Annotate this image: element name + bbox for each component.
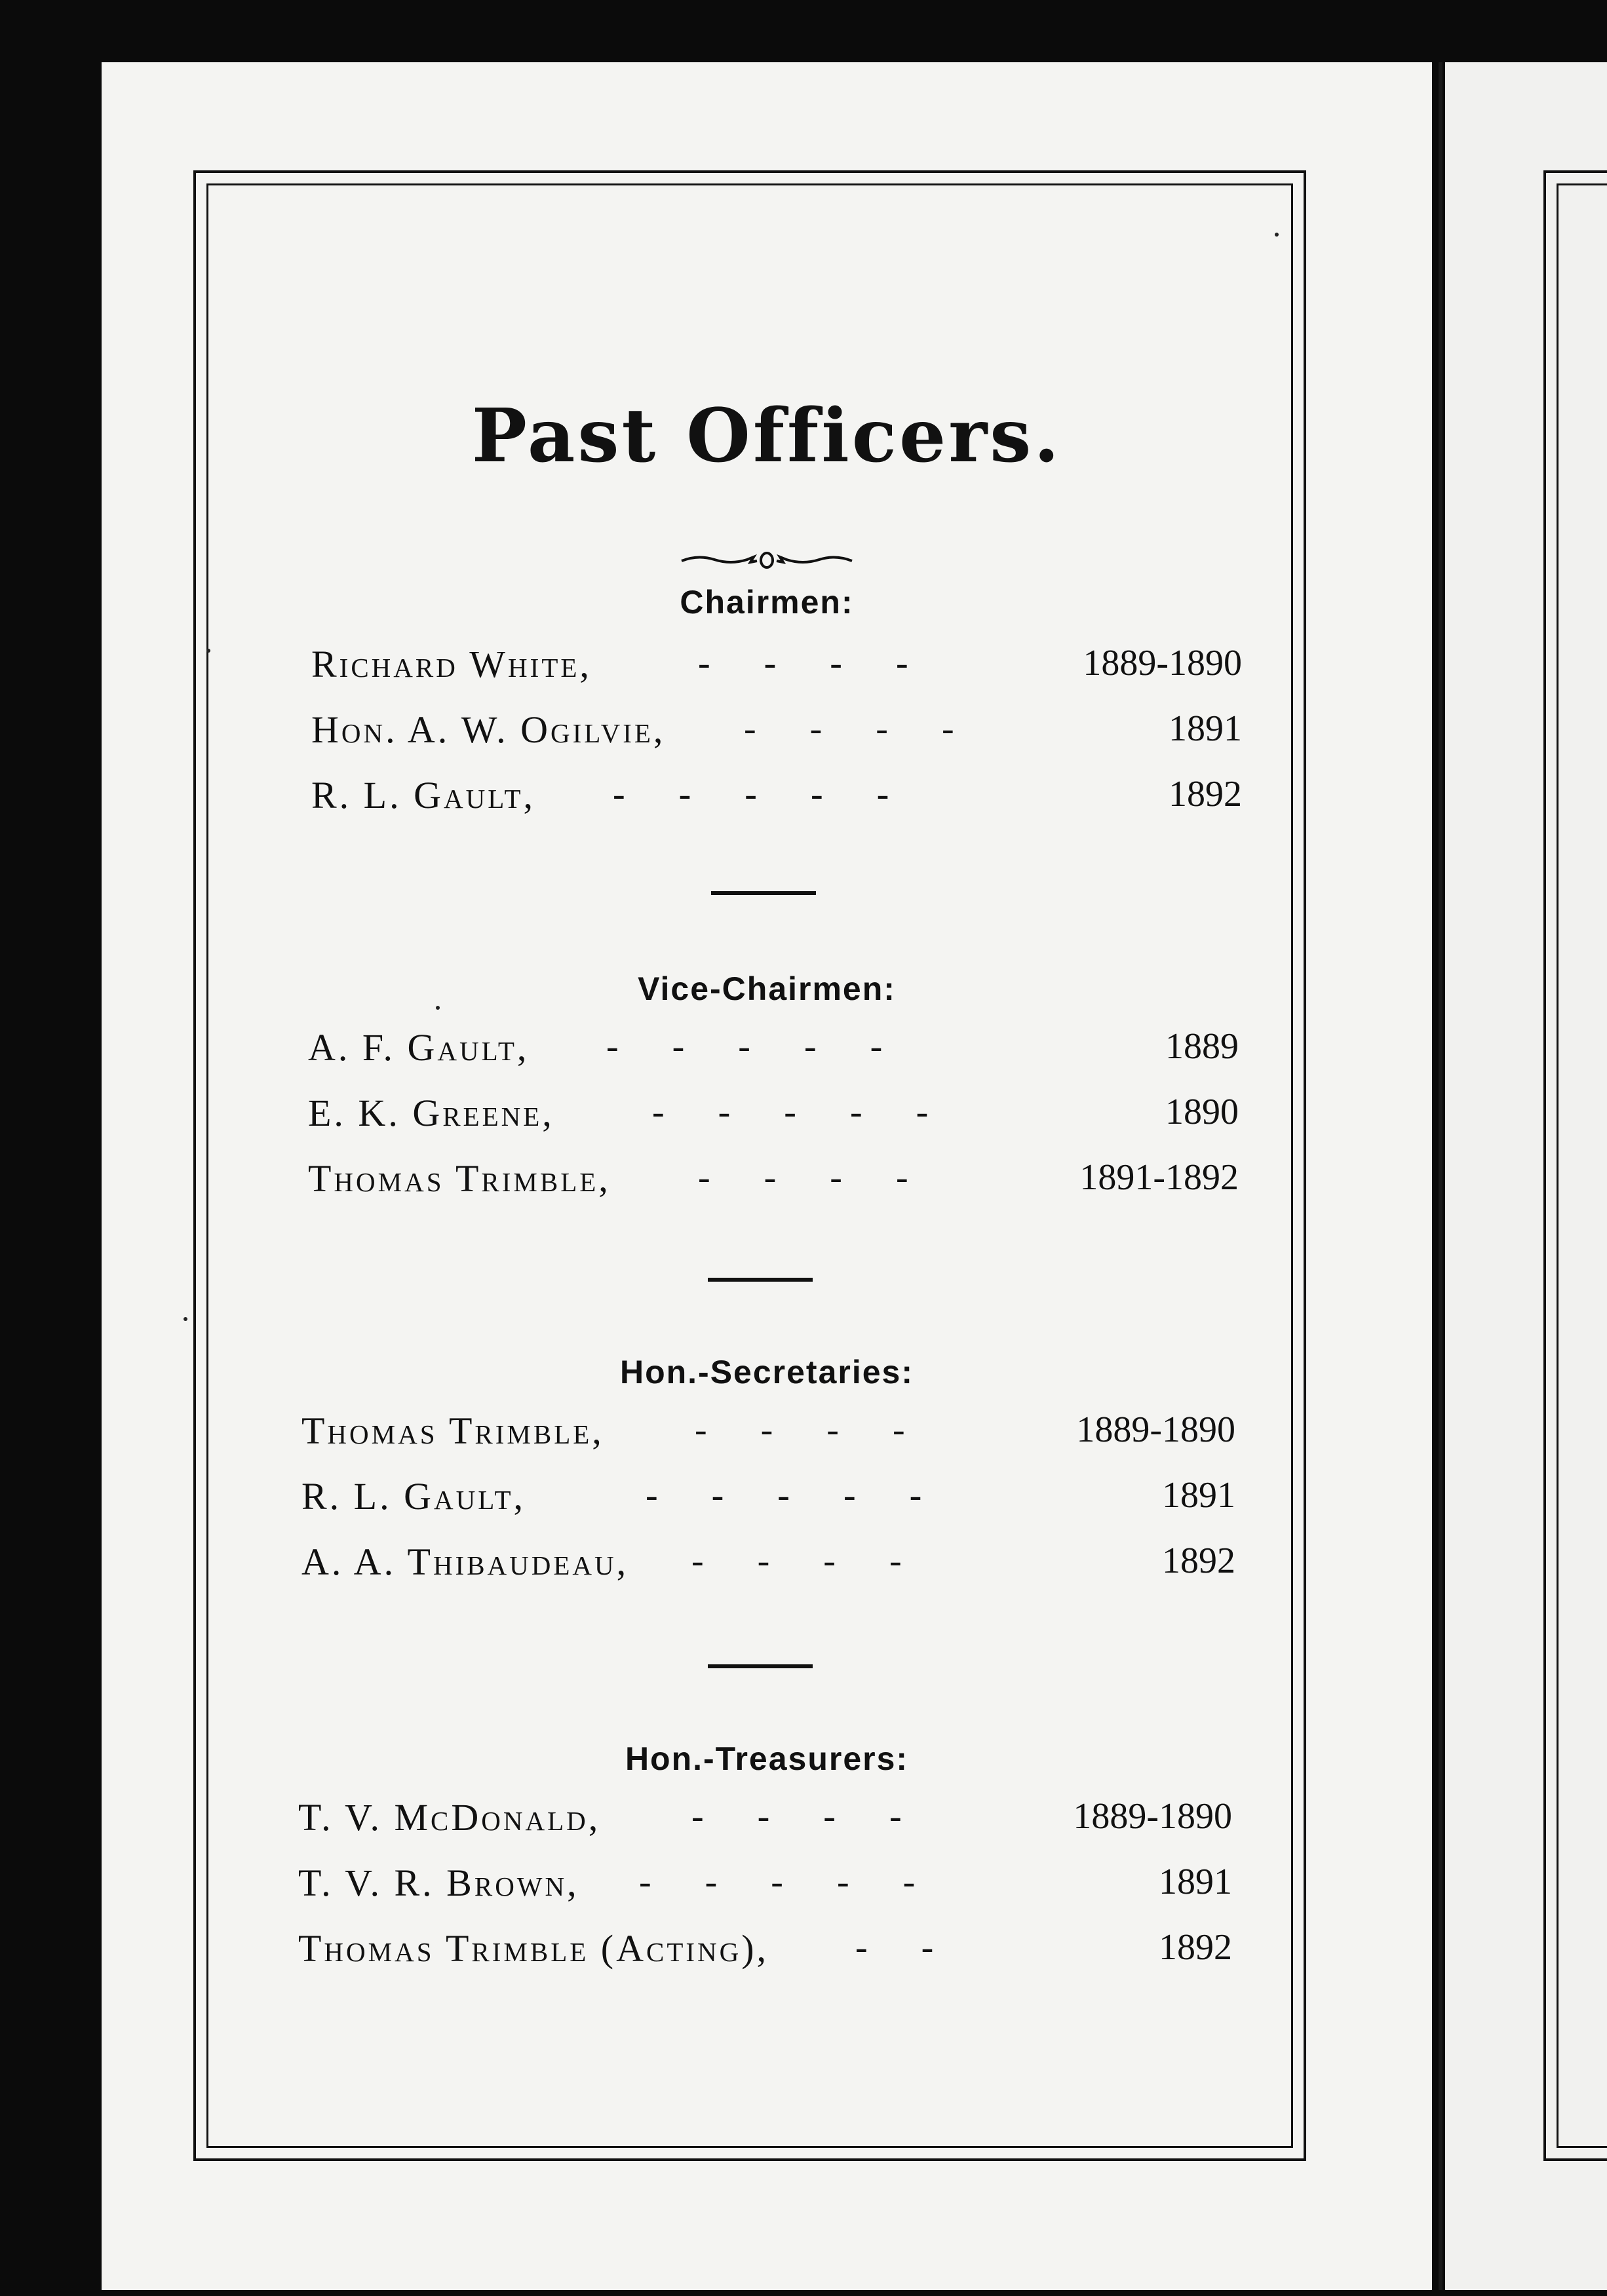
- entry-row: [102, 1409, 1432, 1461]
- entry-row: [102, 1091, 1432, 1143]
- entry-row: [102, 1474, 1432, 1527]
- scan-speck: [1275, 233, 1279, 237]
- officer-years: 1889-1890: [1073, 1796, 1232, 1837]
- officer-years: 1889-1890: [1083, 643, 1242, 683]
- leader-dashes: - -: [855, 1927, 935, 1968]
- entry-row: [102, 642, 1432, 695]
- entry-row: [102, 1540, 1432, 1592]
- officer-name: T. V. R. Brown,: [298, 1862, 579, 1904]
- section-heading-vice-chairmen: Vice-Chairmen:: [638, 970, 896, 1007]
- scan-speck: [436, 1006, 440, 1010]
- officer-years: 1891-1892: [1079, 1157, 1239, 1198]
- officer-name: E. K. Greene,: [308, 1092, 554, 1134]
- officer-name: Thomas Trimble (Acting),: [298, 1927, 769, 1970]
- officer-name: A. F. Gault,: [308, 1026, 530, 1069]
- leader-dashes: - - - -: [695, 1409, 906, 1450]
- section-heading-hon-treasurers: Hon.-Treasurers:: [625, 1740, 909, 1777]
- officer-years: 1892: [1169, 774, 1242, 814]
- leader-dashes: - - - - -: [646, 1475, 923, 1516]
- scan-speck: [206, 649, 210, 653]
- entry-row: [102, 1157, 1432, 1209]
- leader-dashes: - - - -: [691, 1540, 903, 1581]
- section-heading-hon-secretaries: Hon.-Secretaries:: [619, 1354, 914, 1390]
- scan-speck: [184, 1317, 187, 1321]
- page-title: Past Officers.: [471, 393, 1062, 479]
- section-divider: [708, 1664, 813, 1668]
- officer-years: 1891: [1159, 1862, 1232, 1902]
- leader-dashes: - - - - -: [652, 1092, 930, 1132]
- officer-years: 1892: [1162, 1540, 1235, 1581]
- ornament-divider: [678, 544, 855, 577]
- section-heading-chairmen: Chairmen:: [680, 584, 854, 621]
- section-divider: [708, 1278, 813, 1282]
- section-divider: [711, 891, 816, 895]
- officer-years: 1891: [1162, 1475, 1235, 1516]
- leader-dashes: - - - - -: [613, 774, 891, 814]
- leader-dashes: - - - - -: [639, 1862, 917, 1902]
- leader-dashes: - - - -: [698, 1157, 910, 1198]
- officer-years: 1892: [1159, 1927, 1232, 1968]
- entry-row: [102, 708, 1432, 760]
- leader-dashes: - - - - -: [606, 1026, 884, 1067]
- right-page-edge: [1445, 62, 1607, 2290]
- officer-name: R. L. Gault,: [311, 774, 536, 816]
- officer-name: A. A. Thibaudeau,: [301, 1540, 629, 1583]
- officer-years: 1890: [1165, 1092, 1239, 1132]
- officer-years: 1891: [1169, 708, 1242, 749]
- entry-row: [102, 1861, 1432, 1913]
- officer-name: Thomas Trimble,: [308, 1157, 611, 1200]
- officer-name: Thomas Trimble,: [301, 1409, 604, 1452]
- officer-years: 1889: [1165, 1026, 1239, 1067]
- left-page: [102, 62, 1432, 2290]
- leader-dashes: - - - -: [744, 708, 956, 749]
- officer-name: R. L. Gault,: [301, 1475, 526, 1518]
- entry-row: [102, 1025, 1432, 1078]
- page-gutter: [1439, 62, 1442, 2290]
- officer-years: 1889-1890: [1076, 1409, 1235, 1450]
- entry-row: [102, 773, 1432, 826]
- leader-dashes: - - - -: [698, 643, 910, 683]
- right-page-border-inner: [1557, 183, 1607, 2148]
- officer-name: Hon. A. W. Ogilvie,: [311, 708, 666, 751]
- entry-row: [102, 1926, 1432, 1979]
- officer-name: Richard White,: [311, 643, 592, 685]
- officer-name: T. V. McDonald,: [298, 1796, 601, 1839]
- entry-row: [102, 1795, 1432, 1848]
- right-page-border: [1543, 170, 1607, 2161]
- leader-dashes: - - - -: [691, 1796, 903, 1837]
